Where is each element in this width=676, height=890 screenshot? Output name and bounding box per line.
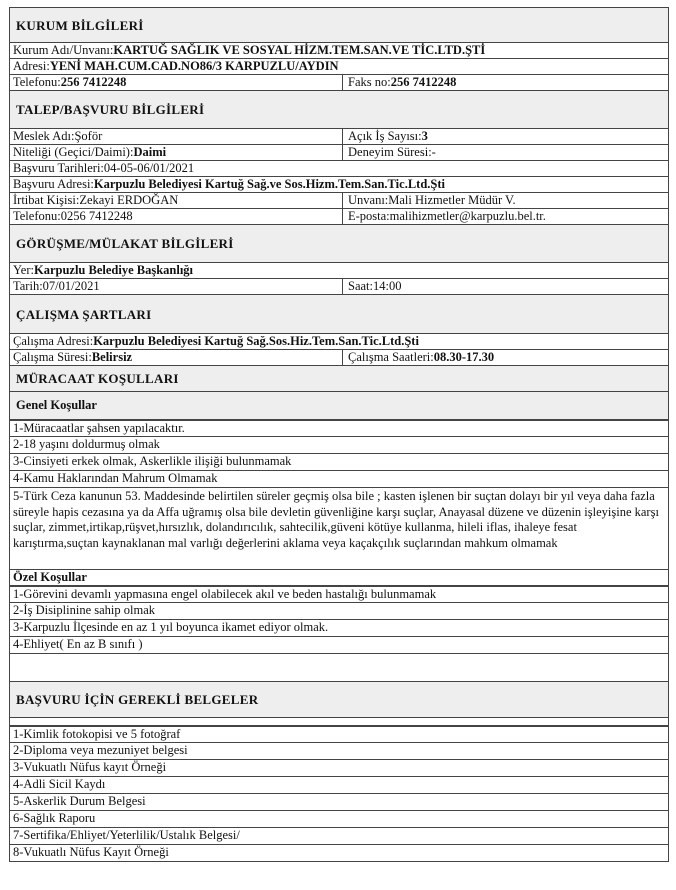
kurum-telefon: Telefonu:256 7412248 (10, 75, 343, 90)
section-header-muracaat (9, 366, 669, 392)
belge-item: 7-Sertifika/Ehliyet/Yeterlilik/Ustalık Belgesi/ (13, 828, 240, 842)
irtibat-kisisi: İrtibat Kişisi:Zekayi ERDOĞAN (10, 193, 343, 208)
deneyim-suresi: Deneyim Süresi:- (348, 145, 436, 159)
meslek-adi: Meslek Adı:Şoför (10, 129, 343, 144)
irtibat-unvani: Unvanı:Mali Hizmetler Müdür V. (348, 193, 516, 207)
section-header-calisma (9, 295, 669, 334)
section-title: ÇALIŞMA ŞARTLARI (16, 306, 152, 322)
section-header-belgeler (9, 682, 669, 718)
section-title: MÜRACAAT KOŞULLARI (16, 371, 179, 386)
ozel-kosul-item: 3-Karpuzlu İlçesinde en az 1 yıl boyunca ikamet ediyor olmak. (13, 620, 329, 634)
section-title: BAŞVURU İÇİN GEREKLİ BELGELER (16, 692, 259, 707)
section-title: TALEP/BAŞVURU BİLGİLERİ (16, 102, 205, 117)
belge-item: 4-Adli Sicil Kaydı (13, 777, 106, 791)
genel-kosul-5: 5-Türk Ceza kanunun 53. Maddesinde belirtilen süreler geçmiş olsa bile ; kasten işlenen bir suçtan dolayı bir yıl veya daha fazla süreyle hapis cezasına ya da Affa uğramış olsa bile devletin güvenliğine karşı suçlar, Anayasal düzene ve düzenin işleyişine karşı suçlar, zimmet,irtikap,rüşvet,hırsızlık, dolandırıcılık, sahtecilik,güveni kötüye kullanma, hileli iflas, ihaleye fesat karıştırma,suçtan kaynaklanan mal varlığı değerlerini aklama veya kaçakçılık suçlarından mahkum olmamak (13, 489, 659, 550)
calisma-adresi: Çalışma Adresi:Karpuzlu Belediyesi Kartuğ Sağ.Sos.Hiz.Tem.San.Tic.Ltd.Şti (13, 334, 419, 348)
nitelik: Niteliği (Geçici/Daimi):Daimi (10, 145, 343, 160)
section-title: GÖRÜŞME/MÜLAKAT BİLGİLERİ (16, 236, 234, 251)
section-header-kurum (9, 7, 669, 43)
basvuru-tarihleri: Başvuru Tarihleri:04-05-06/01/2021 (13, 161, 195, 175)
genel-kosullar-header: Genel Koşullar (9, 392, 669, 420)
ozel-kosul-item: 2-İş Disiplinine sahip olmak (13, 603, 155, 617)
section-title: KURUM BİLGİLERİ (16, 17, 144, 33)
ozel-kosullar-header: Özel Koşullar (13, 570, 87, 584)
spacer-row (9, 718, 669, 726)
section-header-talep (9, 91, 669, 129)
basvuru-adresi: Başvuru Adresi:Karpuzlu Belediyesi Kartuğ Sağ.ve Sos.Hizm.Tem.San.Tic.Ltd.Şti (13, 177, 445, 191)
genel-kosul-item: 2-18 yaşını doldurmuş olmak (13, 437, 160, 451)
belge-item: 5-Askerlik Durum Belgesi (13, 794, 146, 808)
ozel-kosul-item: 4-Ehliyet( En az B sınıfı ) (13, 637, 143, 651)
acik-is-sayisi: Açık İş Sayısı:3 (348, 129, 428, 143)
gorusme-saati: Saat:14:00 (348, 279, 402, 293)
kurum-adi: Kurum Adı/Unvanı:KARTUĞ SAĞLIK VE SOSYAL HİZM.TEM.SAN.VE TİC.LTD.ŞTİ (13, 43, 486, 57)
gorusme-yeri: Yer:Karpuzlu Belediye Başkanlığı (13, 263, 194, 277)
kurum-faks: Faks no:256 7412248 (348, 75, 457, 89)
belge-item: 8-Vukuatlı Nüfus Kayıt Örneği (13, 845, 169, 859)
section-header-gorusme (9, 225, 669, 263)
calisma-suresi: Çalışma Süresi:Belirsiz (10, 350, 343, 365)
application-form (9, 7, 669, 862)
spacer-row (9, 654, 669, 682)
calisma-saatleri: Çalışma Saatleri:08.30-17.30 (348, 350, 495, 364)
kurum-adres: Adresi:YENİ MAH.CUM.CAD.NO86/3 KARPUZLU/AYDIN (13, 59, 339, 73)
genel-kosul-item: 1-Müracaatlar şahsen yapılacaktır. (13, 421, 185, 435)
belge-item: 1-Kimlik fotokopisi ve 5 fotoğraf (13, 727, 181, 741)
irtibat-eposta: E-posta:malihizmetler@karpuzlu.bel.tr. (348, 209, 546, 223)
gorusme-tarihi: Tarih:07/01/2021 (10, 279, 343, 294)
irtibat-telefonu: Telefonu:0256 7412248 (10, 209, 343, 224)
belge-item: 3-Vukuatlı Nüfus kayıt Örneği (13, 760, 167, 774)
belge-item: 2-Diploma veya mezuniyet belgesi (13, 743, 188, 757)
genel-kosul-item: 4-Kamu Haklarından Mahrum Olmamak (13, 471, 218, 485)
ozel-kosul-item: 1-Görevini devamlı yapmasına engel olabilecek akıl ve beden hastalığı bulunmamak (13, 587, 437, 601)
belge-item: 6-Sağlık Raporu (13, 811, 96, 825)
genel-kosul-item: 3-Cinsiyeti erkek olmak, Askerlikle ilişiği bulunmamak (13, 454, 292, 468)
